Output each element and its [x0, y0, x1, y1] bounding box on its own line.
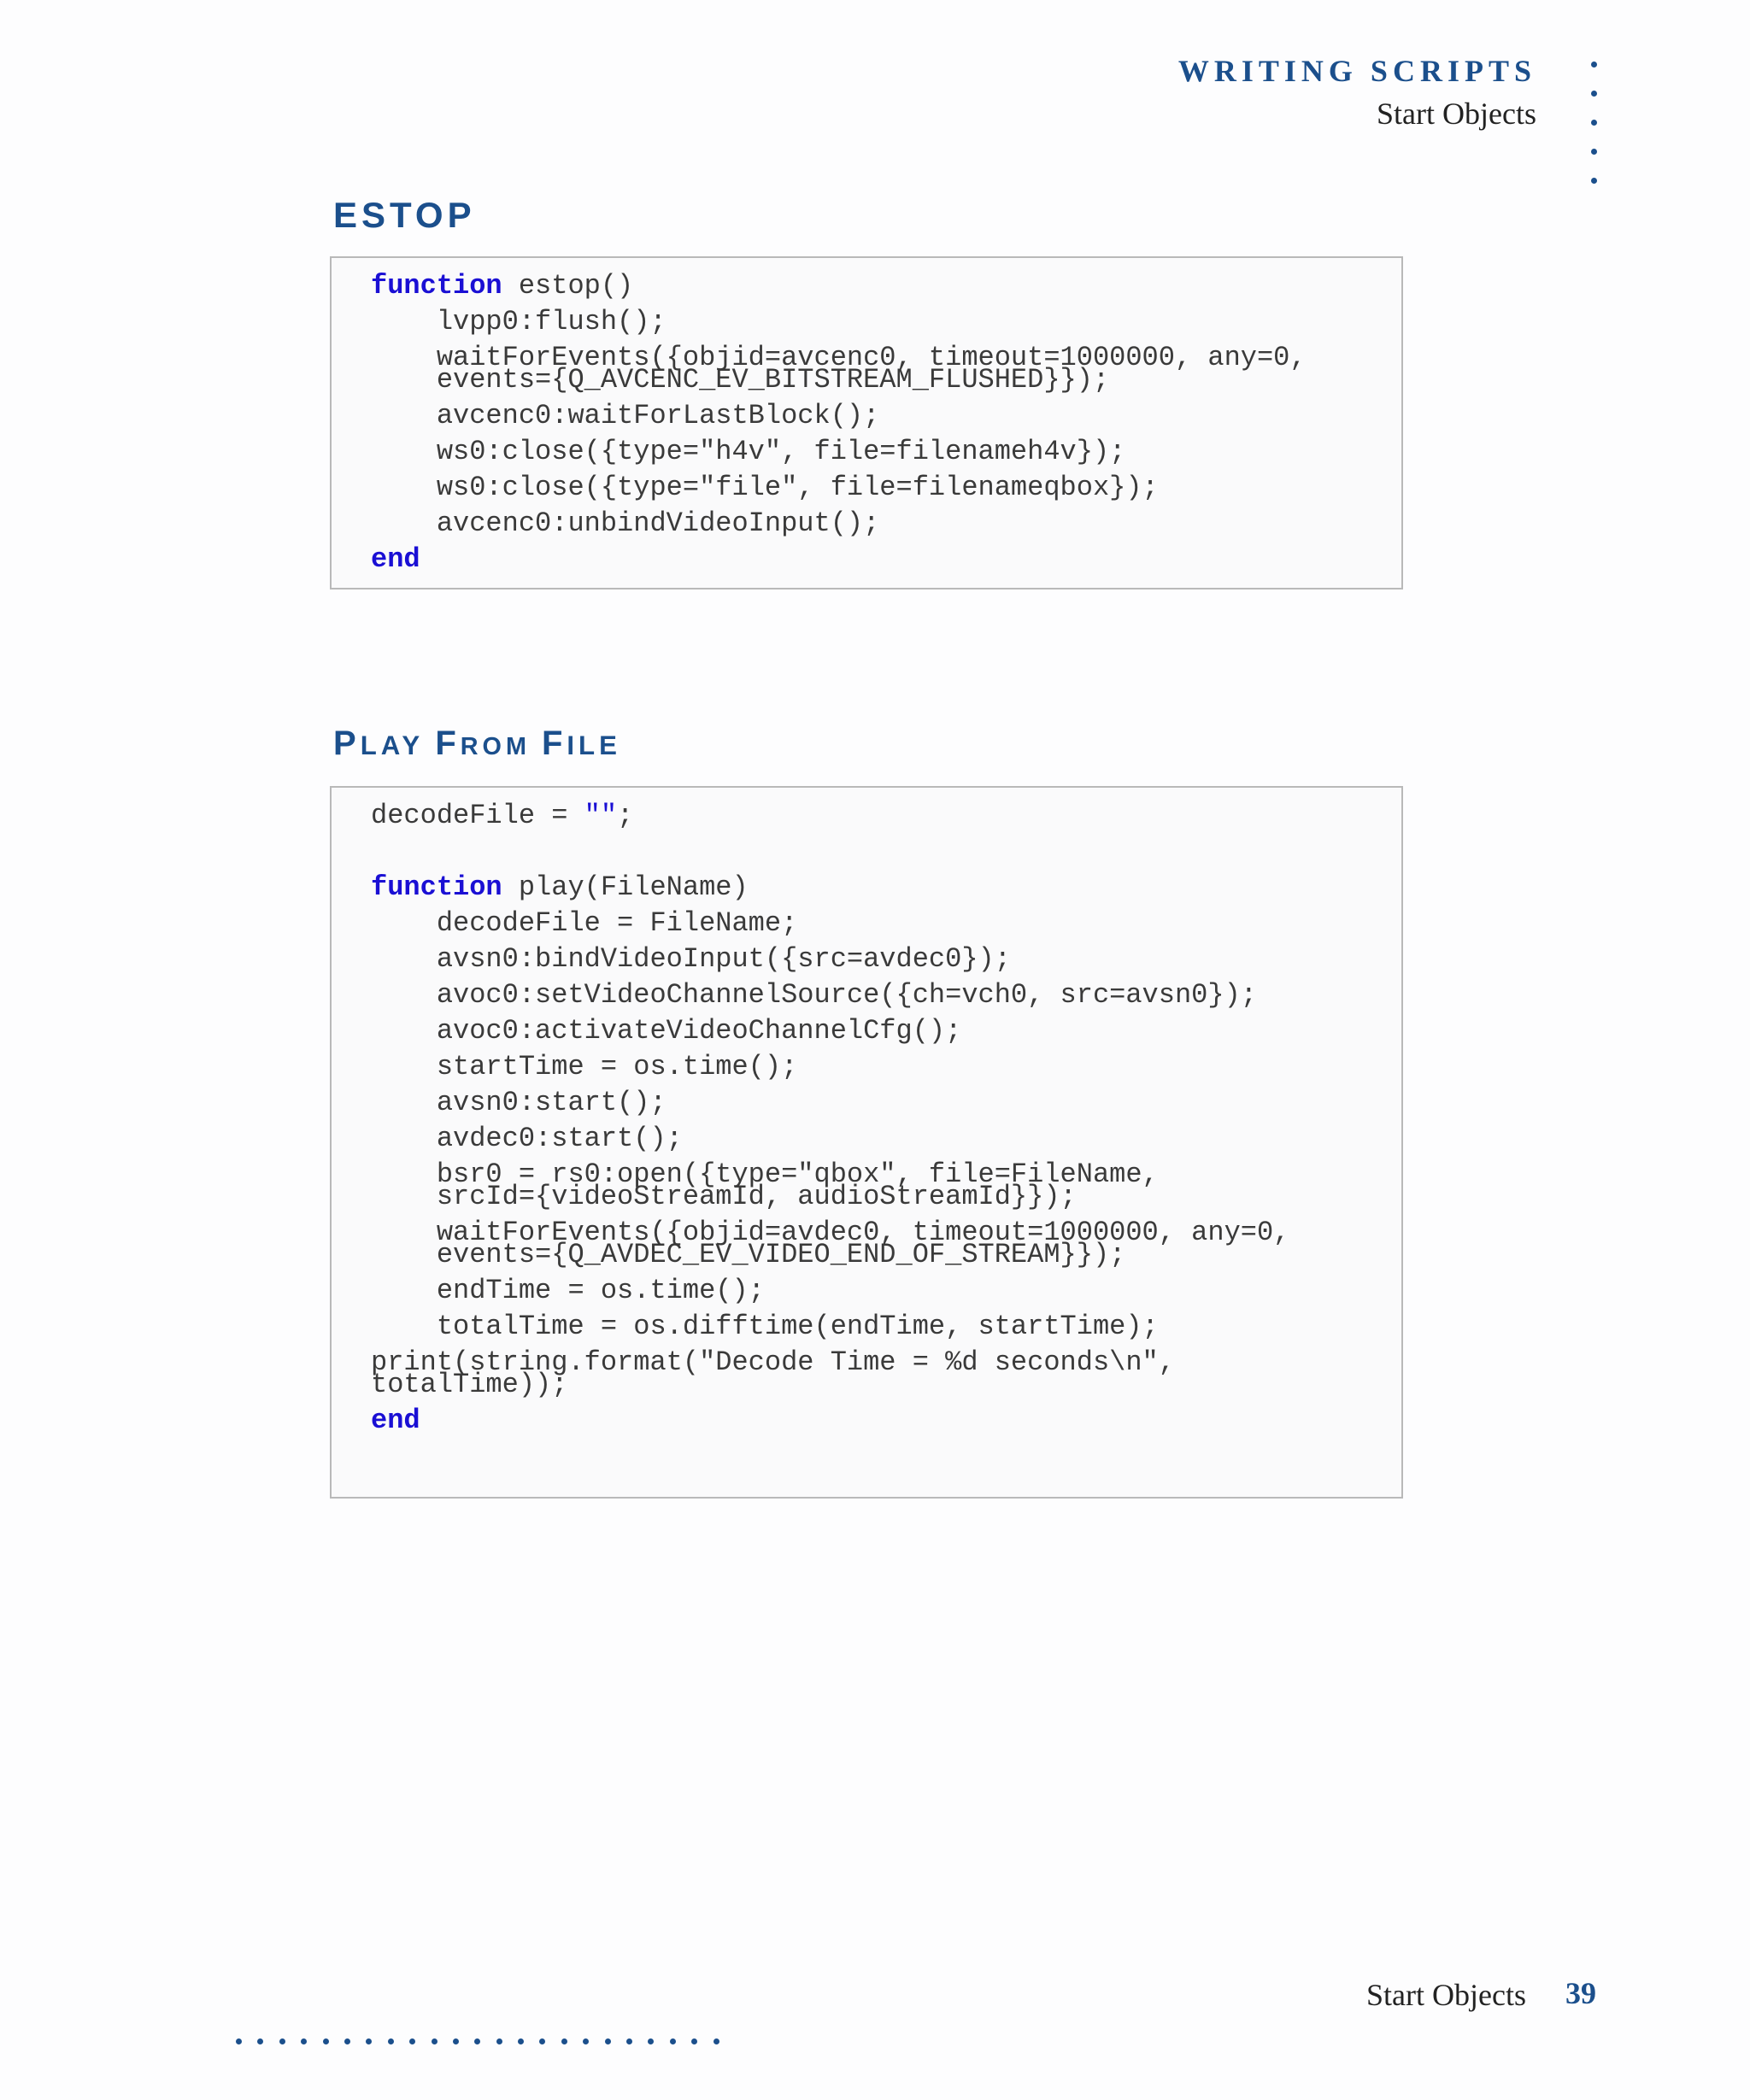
title-initial: P [333, 724, 361, 762]
code-text: avcenc0:waitForLastBlock(); [371, 400, 880, 431]
section-title-play-from-file [333, 724, 621, 763]
title-rest: ROM [460, 733, 542, 760]
code-text: avoc0:setVideoChannelSource({ch=vch0, src=avsn0}); [371, 979, 1257, 1011]
code-text: avcenc0:unbindVideoInput(); [371, 507, 880, 539]
rule-dot [518, 2038, 524, 2044]
code-keyword: end [371, 543, 420, 575]
code-line [371, 1309, 1289, 1345]
rule-dot [474, 2038, 480, 2044]
code-line [371, 398, 1307, 434]
title-rest: ILE [567, 730, 621, 760]
rule-dot [583, 2038, 589, 2044]
code-text: decodeFile = FileName; [371, 907, 798, 939]
code-text: "" [584, 800, 618, 831]
code-text: bsr0 = rs0:open({type="qbox", file=FileName, [371, 1159, 1159, 1190]
code-line [371, 1049, 1289, 1085]
running-header-title: WRITING SCRIPTS [1177, 54, 1536, 88]
code-text: srcId={videoStreamId, audioStreamId}}); [371, 1181, 1077, 1212]
code-line [371, 1403, 1289, 1439]
code-text: ; [617, 800, 634, 831]
code-line [371, 1273, 1289, 1309]
rule-dot [714, 2038, 719, 2044]
code-block-play-from-file [330, 786, 1403, 1499]
code-text: avoc0:activateVideoChannelCfg(); [371, 1015, 962, 1047]
code-text: totalTime = os.difftime(endTime, startTime); [371, 1311, 1159, 1342]
running-header-subtitle: Start Objects [1377, 97, 1536, 131]
rule-dot [279, 2038, 285, 2044]
code-line [371, 870, 1289, 906]
title-rest: LAY [360, 730, 436, 760]
footer-label: Start Objects [1366, 1978, 1526, 2012]
code-line [371, 1121, 1289, 1157]
rule-dot [670, 2038, 676, 2044]
rule-dot [388, 2038, 394, 2044]
title-initial: F [541, 724, 567, 762]
code-text: avsn0:start(); [371, 1087, 667, 1118]
code-text: waitForEvents({objid=avdec0, timeout=1000000, any=0, [371, 1217, 1290, 1248]
code-line [371, 434, 1307, 470]
code-line [371, 506, 1307, 542]
rule-dot [561, 2038, 567, 2044]
rule-dot [691, 2038, 697, 2044]
code-text: estop() [502, 270, 634, 302]
code-keyword: end [371, 1405, 420, 1436]
rule-dot [323, 2038, 329, 2044]
code-text: decodeFile = [371, 800, 584, 831]
code-line [371, 268, 1307, 304]
vertical-dot-rule [1591, 62, 1600, 207]
rule-dot [432, 2038, 438, 2044]
code-text: events={Q_AVDEC_EV_VIDEO_END_OF_STREAM}}); [371, 1239, 1126, 1270]
code-text: endTime = os.time(); [371, 1275, 765, 1306]
code-line [371, 542, 1307, 578]
rule-dot [453, 2038, 459, 2044]
code-listing [371, 268, 1307, 578]
code-line [371, 470, 1307, 506]
rule-dot [539, 2038, 545, 2044]
code-line [371, 906, 1289, 941]
code-text: ws0:close({type="file", file=filenameqbox}); [371, 472, 1159, 503]
code-text: play(FileName) [502, 871, 749, 903]
rule-dot [648, 2038, 654, 2044]
code-text: totalTime)); [371, 1369, 568, 1400]
code-text: lvpp0:flush(); [371, 306, 667, 337]
code-keyword: function [371, 871, 502, 903]
rule-dot [605, 2038, 611, 2044]
code-block-estop [330, 256, 1403, 590]
code-text: events={Q_AVCENC_EV_BITSTREAM_FLUSHED}}); [371, 364, 1110, 396]
code-line [371, 304, 1307, 340]
code-line [371, 834, 1289, 870]
rule-dot [344, 2038, 350, 2044]
code-line [371, 941, 1289, 977]
rule-dot [257, 2038, 263, 2044]
section-title-estop: ESTOP [333, 195, 476, 235]
code-text: avdec0:start(); [371, 1123, 683, 1154]
rule-dot [301, 2038, 307, 2044]
code-text: avsn0:bindVideoInput({src=avdec0}); [371, 943, 1011, 975]
rule-dot [496, 2038, 502, 2044]
code-keyword: function [371, 270, 502, 302]
rule-dot [366, 2038, 372, 2044]
code-line [371, 1013, 1289, 1049]
rule-dot [626, 2038, 632, 2044]
horizontal-dot-rule [236, 2038, 735, 2045]
code-line [371, 798, 1289, 834]
code-text: ws0:close({type="h4v", file=filenameh4v}); [371, 436, 1126, 467]
code-text: print(string.format("Decode Time = %d seconds\n", [371, 1346, 1175, 1378]
code-line [371, 977, 1289, 1013]
title-initial: F [435, 724, 461, 762]
code-listing [371, 798, 1289, 1439]
code-text: startTime = os.time(); [371, 1051, 798, 1082]
code-line [371, 1085, 1289, 1121]
rule-dot [236, 2038, 242, 2044]
rule-dot [409, 2038, 415, 2044]
page-number: 39 [1565, 1976, 1596, 2010]
code-text: waitForEvents({objid=avcenc0, timeout=1000000, any=0, [371, 342, 1307, 373]
